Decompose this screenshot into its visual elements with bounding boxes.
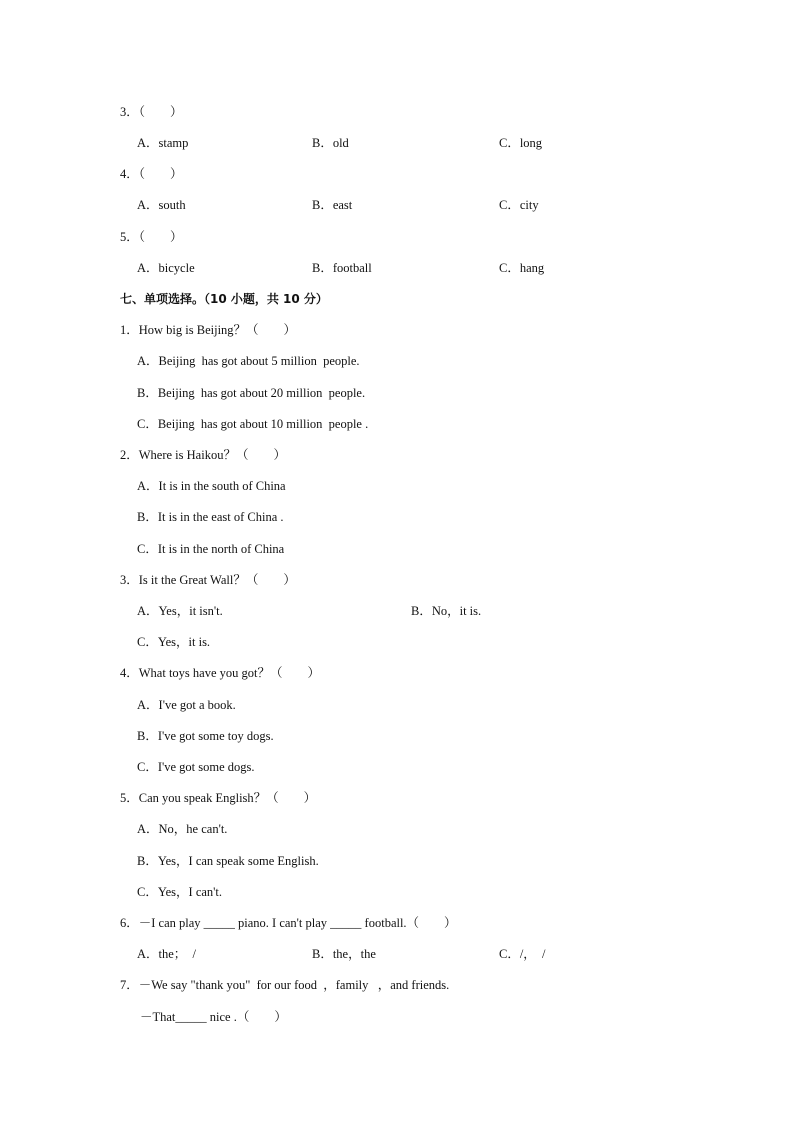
mc-question-7-reply: －That_____ nice .（ ）: [140, 1010, 287, 1024]
question-5-option-c: C．hang: [499, 261, 545, 275]
mc-question-5-option-a: A．No，he can't.: [137, 822, 228, 836]
question-4-option-c: C．city: [499, 198, 539, 212]
section-heading: 七、单项选择。（10 小题，共 10 分）: [120, 292, 328, 306]
mc-question-6-option-c: C．/， /: [499, 947, 546, 961]
mc-question-4-stem: 4．What toys have you got？（ ）: [120, 666, 320, 680]
mc-question-7-stem: 7．－We say "thank you" for our food ，family ，and friends.: [120, 978, 450, 992]
mc-question-3-stem: 3．Is it the Great Wall？（ ）: [120, 573, 296, 587]
mc-question-1-option-c: C．Beijing has got about 10 million people .: [137, 417, 369, 431]
mc-question-4-option-c: C．I've got some dogs.: [137, 760, 255, 774]
question-3-option-b: B．old: [312, 136, 349, 150]
mc-question-2-stem: 2．Where is Haikou？（ ）: [120, 448, 286, 462]
question-5-option-b: B．football: [312, 261, 372, 275]
question-4-option-b: B．east: [312, 198, 353, 212]
mc-question-2-option-a: A．It is in the south of China: [137, 479, 286, 493]
mc-question-5-option-b: B．Yes，I can speak some English.: [137, 854, 319, 868]
mc-question-1-option-b: B．Beijing has got about 20 million people.: [137, 386, 366, 400]
question-4-option-a: A．south: [137, 198, 186, 212]
mc-question-5-option-c: C．Yes，I can't.: [137, 885, 223, 899]
mc-question-5-stem: 5．Can you speak English？（ ）: [120, 791, 317, 805]
mc-question-1-option-a: A．Beijing has got about 5 million people.: [137, 354, 360, 368]
question-5-stem: 5．（ ）: [120, 230, 183, 244]
question-5-option-a: A．bicycle: [137, 261, 195, 275]
mc-question-6-option-a: A．the； /: [137, 947, 197, 961]
mc-question-4-option-b: B．I've got some toy dogs.: [137, 729, 274, 743]
question-3-option-a: A．stamp: [137, 136, 189, 150]
mc-question-2-option-c: C．It is in the north of China: [137, 542, 285, 556]
mc-question-3-option-b: B．No，it is.: [411, 604, 482, 618]
mc-question-3-option-c: C．Yes，it is.: [137, 635, 211, 649]
mc-question-2-option-b: B．It is in the east of China .: [137, 510, 284, 524]
mc-question-6-option-b: B．the，the: [312, 947, 376, 961]
mc-question-1-stem: 1．How big is Beijing？（ ）: [120, 323, 297, 337]
mc-question-4-option-a: A．I've got a book.: [137, 698, 236, 712]
question-3-option-c: C．long: [499, 136, 543, 150]
question-4-stem: 4．（ ）: [120, 167, 183, 181]
question-3-stem: 3．（ ）: [120, 105, 183, 119]
mc-question-3-option-a: A．Yes，it isn't.: [137, 604, 223, 618]
mc-question-6-stem: 6．－I can play _____ piano. I can't play _____ football.（ ）: [120, 916, 457, 930]
